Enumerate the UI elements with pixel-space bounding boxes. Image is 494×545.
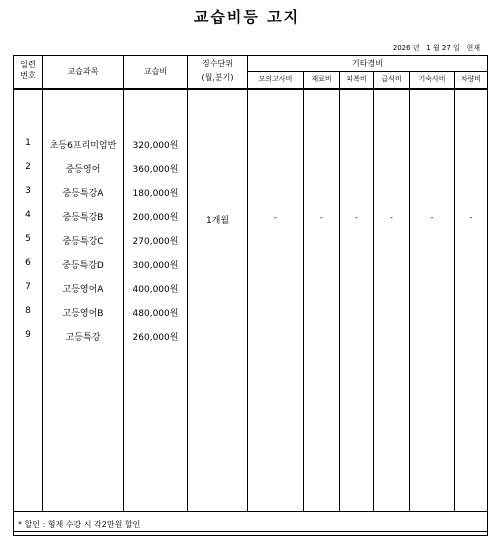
row-number: 4 (25, 210, 31, 220)
row-fee: 200,000원 (132, 213, 179, 223)
dorm-value: - (430, 213, 434, 222)
mock-exam-header: 모의고사비 (258, 75, 293, 83)
fee-table (13, 55, 488, 536)
divider (247, 71, 487, 72)
meal-header: 급식비 (381, 75, 402, 83)
row-fee: 300,000원 (132, 261, 179, 271)
row-subject: 초등6프리미엄반 (49, 141, 117, 151)
row-subject: 중등특강D (62, 261, 104, 271)
page-title: 교습비등 고지 (193, 8, 301, 26)
divider (454, 71, 455, 511)
row-subject: 중등특강A (62, 189, 104, 199)
row-number: 7 (25, 282, 31, 292)
row-fee: 400,000원 (132, 285, 179, 295)
row-fee: 260,000원 (132, 333, 179, 343)
row-number: 1 (25, 138, 31, 148)
row-subject: 고등특강 (65, 333, 101, 343)
meal-value: - (390, 213, 393, 222)
divider (373, 71, 374, 511)
row-fee: 360,000원 (132, 165, 179, 175)
row-subject: 고등영어A (62, 285, 104, 295)
divider (14, 511, 487, 512)
header-divider (14, 88, 487, 90)
divider (247, 56, 248, 511)
clothing-value: - (355, 213, 358, 222)
unit-header: 징수단위 (월,분기) (201, 59, 234, 82)
row-subject: 중등영어 (65, 165, 101, 175)
row-fee: 480,000원 (132, 309, 179, 319)
billing-unit-value: 1개월 (205, 216, 230, 226)
divider (409, 71, 410, 511)
row-fee: 320,000원 (132, 141, 179, 151)
divider (187, 56, 188, 511)
subject-header: 교습과목 (67, 67, 99, 76)
other-expenses-header: 기타경비 (352, 59, 383, 68)
fee-header: 교습비 (143, 67, 168, 76)
row-number: 9 (25, 330, 31, 340)
row-number: 6 (25, 258, 31, 268)
serial-header: 일련 번호 (20, 60, 36, 80)
divider (14, 531, 487, 532)
row-subject: 중등특강C (62, 237, 104, 247)
vehicle-value: - (469, 213, 473, 222)
date-line: 2026 년 1 월 27 일 현재 (392, 44, 480, 52)
row-fee: 180,000원 (132, 189, 179, 199)
dorm-header: 기숙사비 (418, 75, 446, 83)
row-subject: 고등영어B (62, 309, 104, 319)
clothing-header: 피복비 (346, 75, 367, 83)
mock-exam-value: - (274, 213, 277, 222)
material-header: 재료비 (311, 75, 332, 83)
material-value: - (320, 213, 323, 222)
divider (339, 71, 340, 511)
row-subject: 중등특강B (62, 213, 104, 223)
vehicle-header: 차량비 (460, 75, 482, 83)
row-number: 2 (25, 162, 31, 172)
row-number: 5 (25, 234, 31, 244)
row-fee: 270,000원 (132, 237, 179, 247)
divider (303, 71, 304, 511)
discount-note: * 할인 : 형제 수강 시 각2만원 할인 (18, 520, 141, 529)
row-number: 3 (25, 186, 31, 196)
row-number: 8 (25, 306, 31, 316)
